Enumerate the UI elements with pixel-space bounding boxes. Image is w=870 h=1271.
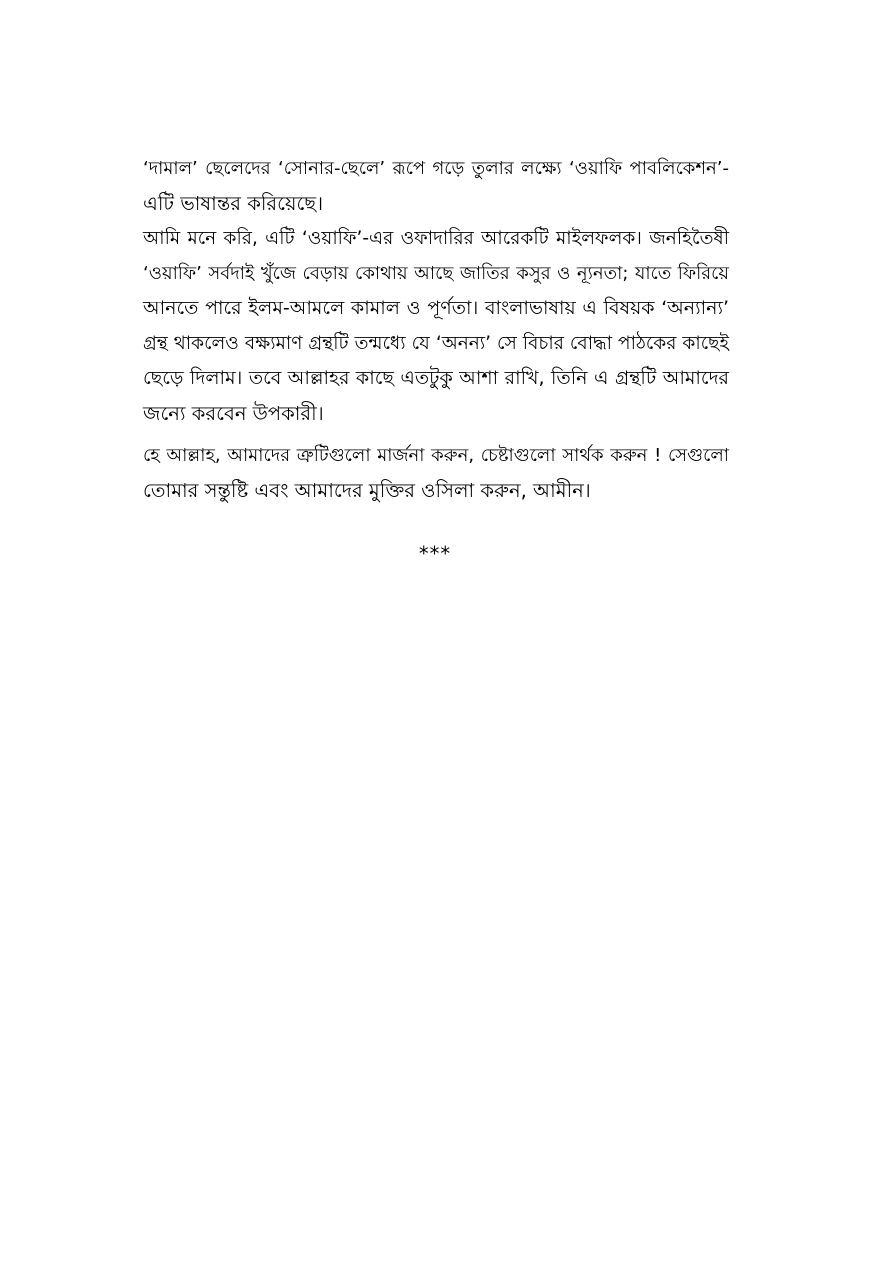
prayer-text <box>143 438 729 508</box>
paragraph-1-line-1: ‘দামাল’ ছেলেদের ‘সোনার-ছেলে’ রূপে গড়ে তুলার লক্ষ্যে ‘ওয়াফি পাবলিকেশন’- <box>143 158 729 179</box>
paragraph-1-line-2: এটি ভাষান্তর করিয়েছে। <box>143 192 324 215</box>
paragraph-2-line-4: গ্রন্থ থাকলেও বক্ষ্যমাণ গ্রন্থটি তন্মধ্যে যে ‘অনন্য’ সে বিচার বোদ্ধা পাঠকের কাছেই <box>143 333 729 354</box>
paragraph-3-line-2: তোমার সন্তুষ্টি এবং আমাদের মুক্তির ওসিলা করুন, আমীন। <box>143 479 591 502</box>
paragraph-2-line-6: জন্যে করবেন উপকারী। <box>143 402 324 425</box>
paragraph-2-line-5: ছেড়ে দিলাম। তবে আল্লাহর কাছে এতটুকু আশা রাখি, তিনি এ গ্রন্থটি আমাদের <box>143 367 729 389</box>
paragraph-3-line-1: হে আল্লাহ, আমাদের ত্রুটিগুলো মার্জনা করুন, চেষ্টাগুলো সার্থক করুন ! সেগুলো <box>143 445 729 466</box>
paragraph-2-line-3: আনতে পারে ইলম-আমলে কামাল ও পূর্ণতা। বাংলাভাষায় এ বিষয়ক ‘অন্যান্য’ <box>143 297 729 319</box>
paragraph-2-line-1: আমি মনে করি, এটি ‘ওয়াফি’-এর ওফাদারির আরেকটি মাইলফলক। জনহিতৈষী <box>143 228 729 249</box>
main-text <box>143 151 729 431</box>
section-separator: *** <box>418 542 452 565</box>
paragraph-2-line-2: ‘ওয়াফি’ সর্বদাই খুঁজে বেড়ায় কোথায় আছে জাতির কসুর ও ন্যূনতা; যাতে ফিরিয়ে <box>143 263 729 284</box>
